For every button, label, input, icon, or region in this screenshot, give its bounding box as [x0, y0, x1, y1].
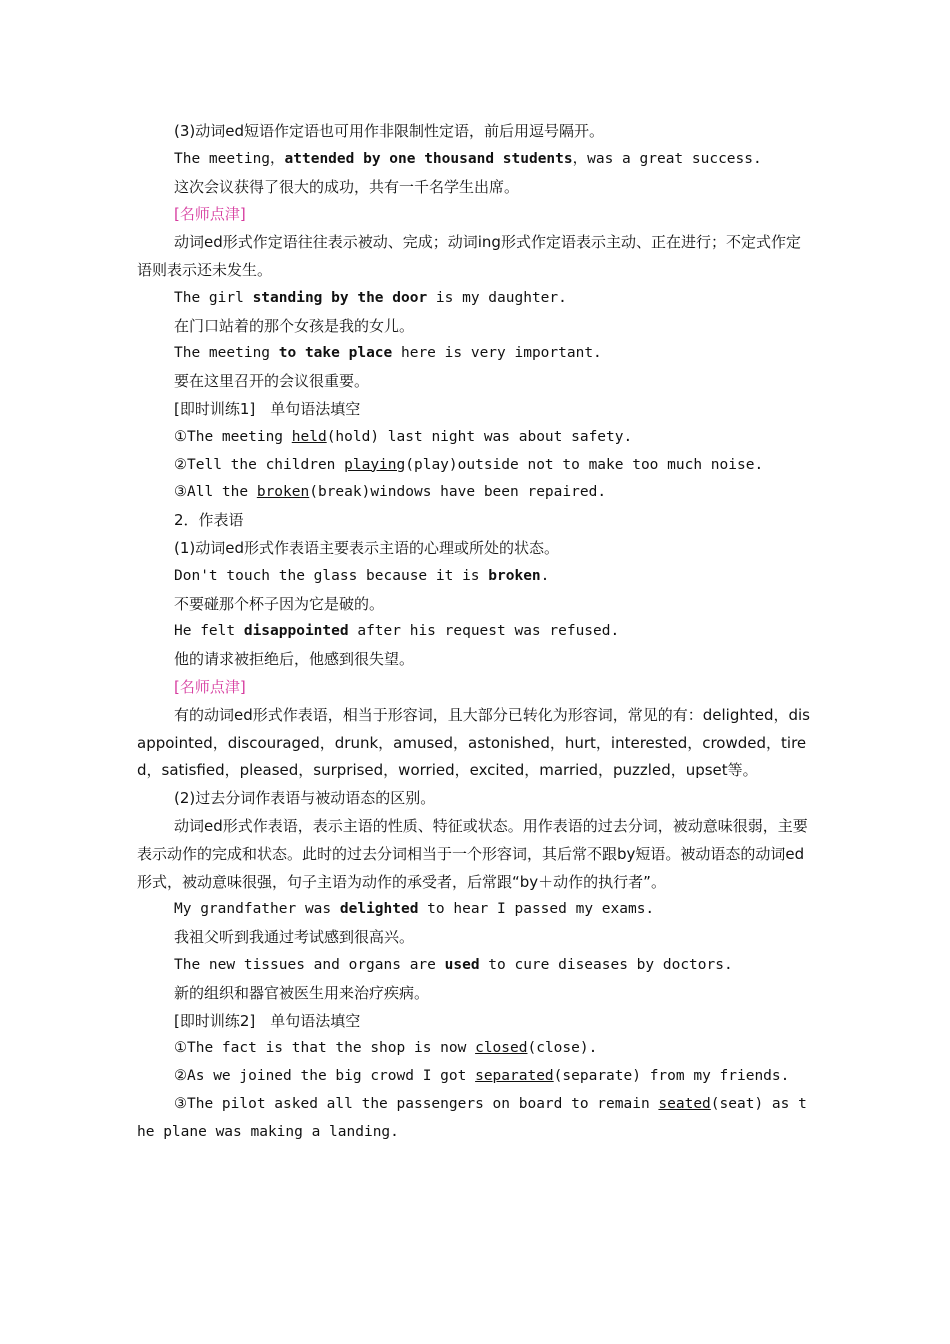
example-highlight: to take place: [278, 345, 393, 362]
exercise-text: (seat) as the plane was making a landing.: [137, 1095, 807, 1140]
example-highlight: disappointed: [243, 623, 349, 640]
example-text: to cure diseases by doctors.: [479, 956, 733, 973]
translation-7: 新的组织和器官被医生用来治疗疾病。: [174, 983, 430, 1002]
exercise-text: ②As we joined the big crowd I got: [174, 1068, 476, 1085]
example-1: [137, 146, 814, 174]
example-text: to hear I passed my exams.: [418, 901, 655, 918]
exercise-text: ①The meeting: [174, 428, 292, 445]
translation-4: 不要碰那个杯子因为它是破的。: [174, 594, 385, 613]
translation-5: 他的请求被拒绝后，他感到很失望。: [174, 650, 415, 669]
exercise-answer: broken: [256, 484, 310, 501]
example-highlight: attended by one thousand students: [284, 150, 573, 167]
exercise-text: (separate) from my friends.: [553, 1068, 790, 1085]
exercise-text: ②Tell the children: [174, 456, 345, 473]
example-text: Don't touch the glass because it is: [174, 567, 489, 584]
example-highlight: standing by the door: [252, 289, 428, 306]
drill-heading-1: [即时训练1] 单句语法填空: [174, 399, 361, 418]
rule-3: (3)动词ed短语作定语也可用作非限制性定语，前后用逗号隔开。: [174, 122, 605, 140]
translation-3: 要在这里召开的会议很重要。: [174, 372, 370, 391]
rule-1: (1)动词ed形式作表语主要表示主语的心理或所处的状态。: [174, 538, 560, 557]
example-highlight: used: [444, 956, 480, 973]
example-text: .: [540, 567, 550, 584]
teacher-tip-text: 有的动词ed形式作表语，相当于形容词，且大部分已转化为形容词，常见的有：delighted，disappointed，discouraged，drunk，amused，astonished，hurt，interested，crowded，tired，satisfied，pleased，surprised，worried，excited，married，puzzled，upset等。: [137, 705, 811, 780]
example-text: is my daughter.: [427, 289, 567, 306]
example-text: here is very important.: [392, 345, 602, 362]
example-text: The new tissues and organs are: [174, 956, 445, 973]
exercise-answer: separated: [475, 1068, 554, 1085]
example-text: ，was a great success.: [572, 150, 762, 167]
exercise-answer: seated: [658, 1095, 711, 1112]
translation-2: 在门口站着的那个女孩是我的女儿。: [174, 316, 415, 335]
teacher-tip-heading: [名师点津]: [174, 205, 246, 224]
exercise-2: [137, 452, 814, 480]
example-highlight: delighted: [339, 901, 419, 918]
exercise-5: [137, 1063, 814, 1091]
drill-heading-2: [即时训练2] 单句语法填空: [174, 1011, 361, 1030]
document-page: [137, 118, 814, 1146]
exercise-text: (hold) last night was about safety.: [326, 428, 633, 445]
example-text: The girl: [174, 289, 253, 306]
teacher-tip-heading: [名师点津]: [174, 677, 246, 696]
example-text: My grandfather was: [174, 901, 340, 918]
example-4: [137, 563, 814, 591]
rule-2: (2)过去分词作表语与被动语态的区别。: [174, 789, 436, 808]
exercise-answer: closed: [475, 1040, 528, 1057]
exercise-text: (play)outside not to make too much noise.: [405, 456, 764, 473]
exercise-text: ③The pilot asked all the passengers on board to remain: [174, 1095, 659, 1112]
example-text: after his request was refused.: [348, 623, 620, 640]
example-text: The meeting，: [174, 150, 285, 167]
example-highlight: broken: [488, 567, 541, 584]
translation-1: 这次会议获得了很大的成功，共有一千名学生出席。: [174, 177, 520, 196]
example-6: [137, 896, 814, 924]
example-7: [137, 952, 814, 980]
exercise-3: [137, 479, 814, 507]
exercise-text: ①The fact is that the shop is now: [174, 1040, 476, 1057]
exercise-4: [137, 1035, 814, 1063]
explanation: 动词ed形式作表语，表示主语的性质、特征或状态。用作表语的过去分词，被动意味很弱，主要表示动作的完成和状态。此时的过去分词相当于一个形容词，其后常不跟by短语。被动语态的动词ed形式，被动意味很强，句子主语为动作的承受者，后常跟“by＋动作的执行者”。: [137, 816, 808, 891]
exercise-text: (close).: [527, 1040, 598, 1057]
exercise-answer: held: [291, 428, 327, 445]
exercise-1: [137, 424, 814, 452]
example-text: He felt: [174, 623, 244, 640]
teacher-tip-text: 动词ed形式作定语往往表示被动、完成；动词ing形式作定语表示主动、正在进行；不定式作定语则表示还未发生。: [137, 233, 801, 279]
exercise-answer: playing: [344, 456, 406, 473]
example-3: [137, 340, 814, 368]
exercise-text: ③All the: [174, 484, 257, 501]
exercise-text: (break)windows have been repaired.: [309, 484, 607, 501]
section-heading-2: 2．作表语: [174, 511, 244, 530]
example-5: [137, 618, 814, 646]
example-text: The meeting: [174, 345, 279, 362]
example-2: [137, 285, 814, 313]
exercise-6: [137, 1091, 814, 1147]
translation-6: 我祖父听到我通过考试感到很高兴。: [174, 928, 415, 947]
